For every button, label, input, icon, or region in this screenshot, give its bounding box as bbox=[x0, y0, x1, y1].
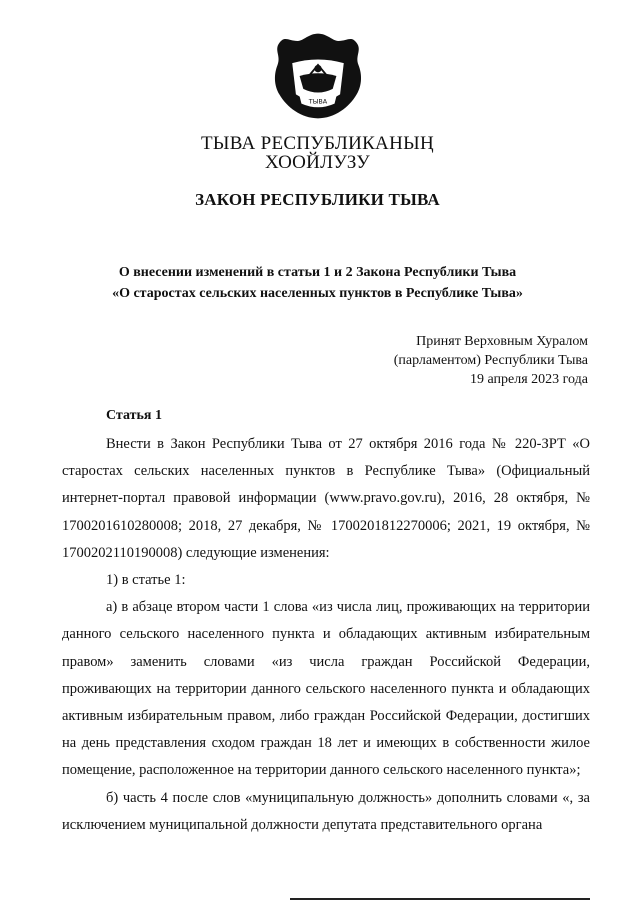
article-paragraph: 1) в статье 1: bbox=[106, 572, 186, 589]
article-body bbox=[62, 431, 590, 839]
subject-line1: О внесении изменений в статьи 1 и 2 Закона Республики Тыва bbox=[118, 265, 517, 280]
republic-name-line2: ХООЙЛУЗУ bbox=[265, 152, 370, 173]
article-paragraph: а) в абзаце втором части 1 слова «из числа лиц, проживающих на территории данного сельского населенного пункта и обладающих активным избирательным правом» заменить словами «из числа граждан Российской Федерации, проживающих на территории данного сельского населенного пункта и обладающих активным избирательным правом, либо граждан Российской Федерации, достигших на день представления сходом граждан 18 лет и имеющих в собственности жилое помещение, расположенное на территории данного сельского населенного пункта»; bbox=[62, 599, 590, 779]
adopted-by-line2: (парламентом) Республики Тыва bbox=[393, 353, 588, 368]
article-paragraph: Внести в Закон Республики Тыва от 27 октября 2016 года № 220-ЗРТ «О старостах сельских населенных пунктов в Республике Тыва» (Официальный интернет-портал правовой информации (www.pravo.gov.ru), 2016, 28 октября, № 1700201610280008; 2018, 27 декабря, № 1700201812270006; 2021, 19 октября, № 1700202110190008) следующие изменения: bbox=[62, 436, 590, 561]
article-heading: Статья 1 bbox=[106, 408, 162, 423]
republic-name-line1: ТЫВА РЕСПУБЛИКАНЫҢ bbox=[201, 133, 434, 154]
coat-of-arms-emblem-icon bbox=[272, 30, 364, 122]
adopted-by-line1: Принят Верховным Хуралом bbox=[416, 334, 588, 349]
article-paragraph: б) часть 4 после слов «муниципальную должность» дополнить словами «, за исключением муниципальной должности депутата представительного органа bbox=[62, 789, 590, 833]
scan-edge-mark bbox=[290, 898, 590, 900]
law-title: ЗАКОН РЕСПУБЛИКИ ТЫВА bbox=[195, 190, 440, 209]
emblem-text: ТЫВА bbox=[308, 97, 328, 106]
subject-line2: «О старостах сельских населенных пунктов в Республике Тыва» bbox=[112, 286, 523, 301]
adoption-date: 19 апреля 2023 года bbox=[470, 372, 588, 387]
